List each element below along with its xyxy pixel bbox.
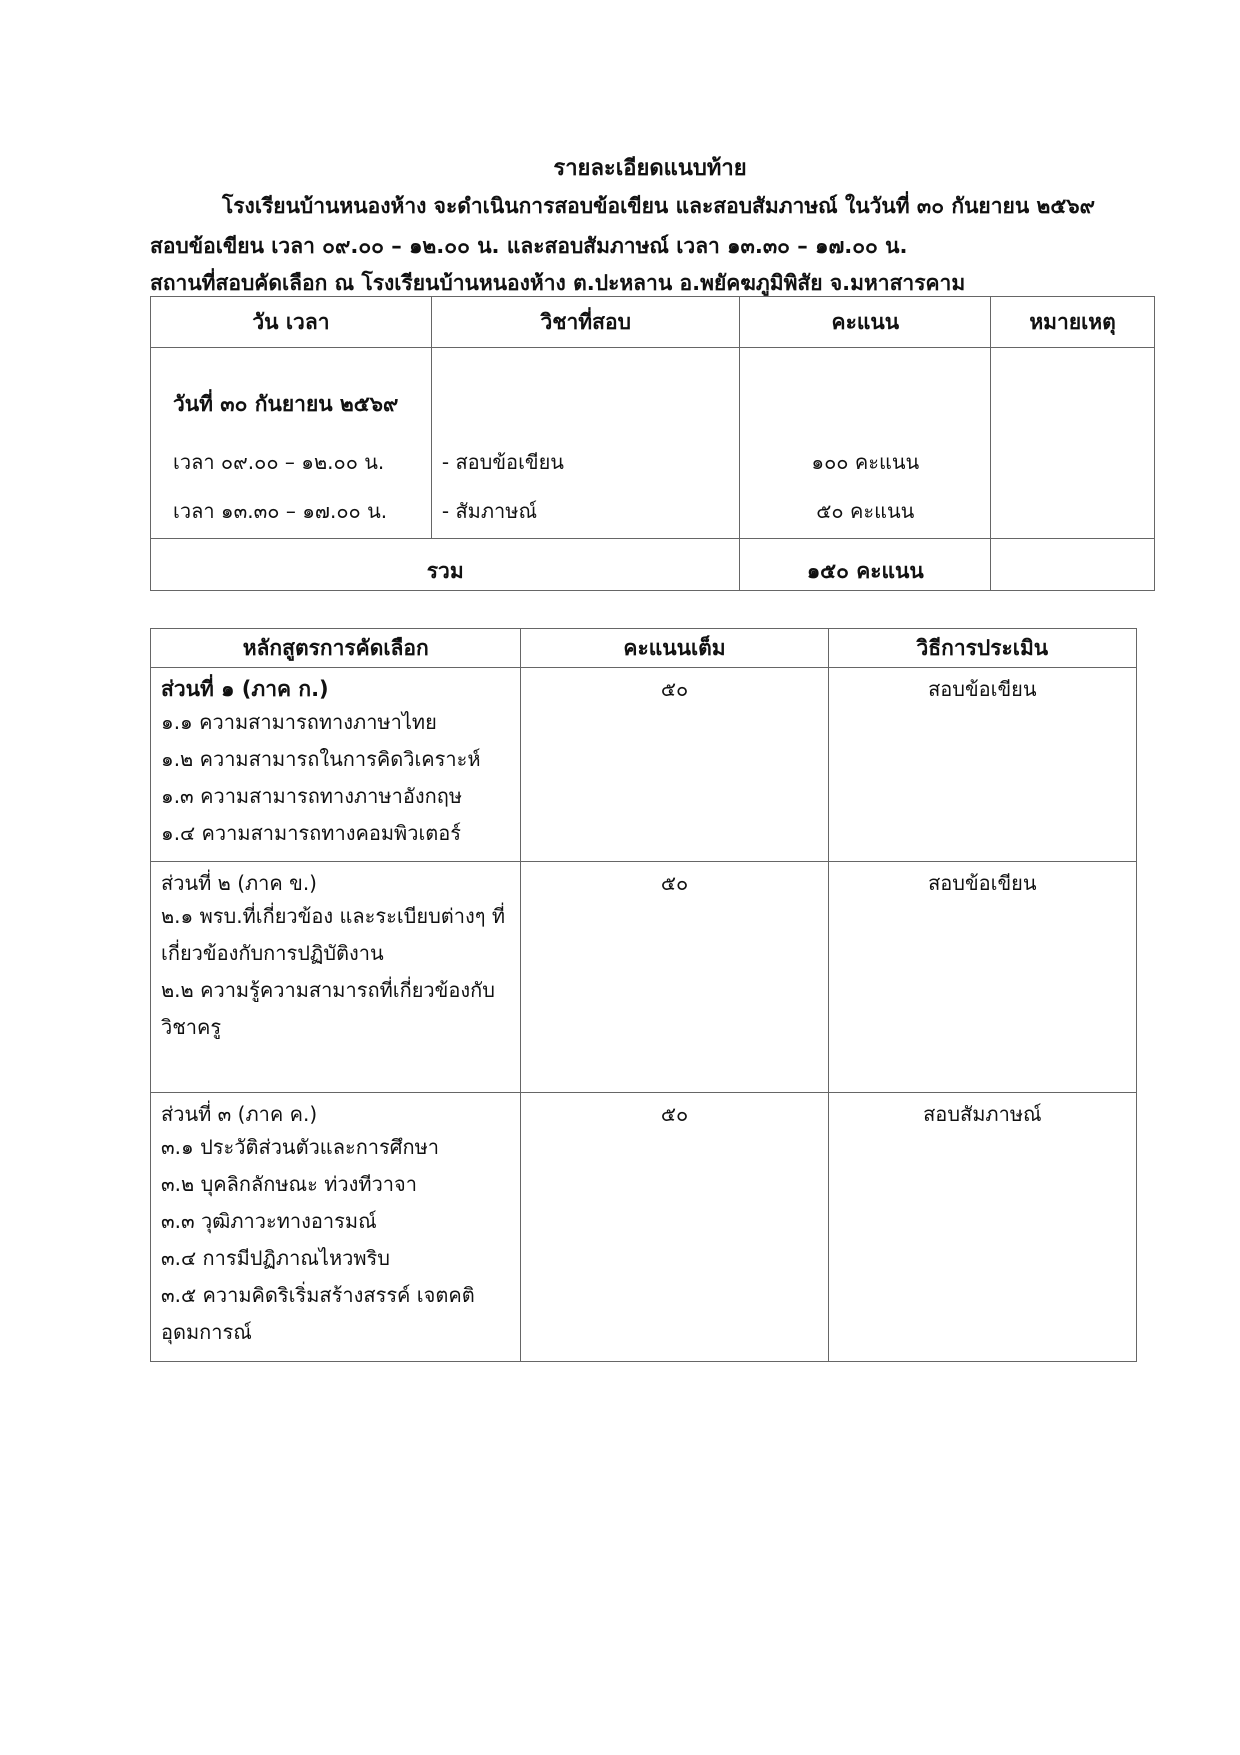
part-2-item: ๒.๒ ความรู้ความสามารถที่เกี่ยวข้องกับ วิชาครู — [161, 978, 495, 1039]
intro-line-2: สอบข้อเขียน เวลา ๐๙.๐๐ – ๑๒.๐๐ น. และสอบสัมภาษณ์ เวลา ๑๓.๓๐ – ๑๗.๐๐ น. — [150, 234, 908, 258]
subject-interview: - สัมภาษณ์ — [441, 499, 538, 523]
schedule-total-row — [151, 539, 1155, 591]
part-1-item: ๑.๑ ความสามารถทางภาษาไทย — [161, 710, 437, 734]
header-full-score: คะแนนเต็ม — [521, 629, 828, 668]
criteria-row-part-1 — [151, 668, 1137, 862]
part-3-score: ๕๐ — [521, 1093, 828, 1362]
intro-line-1: โรงเรียนบ้านหนองห้าง จะดำเนินการสอบข้อเขียน และสอบสัมภาษณ์ ในวันที่ ๓๐ กันยายน ๒๕๖๙ — [222, 194, 1095, 218]
datetime-cell — [151, 348, 432, 539]
exam-date: วันที่ ๓๐ กันยายน ๒๕๖๙ — [173, 392, 399, 416]
part-2-title: ส่วนที่ ๒ (ภาค ข.) — [161, 871, 317, 895]
part-1-score: ๕๐ — [521, 668, 828, 862]
part-3-method: สอบสัมภาษณ์ — [828, 1093, 1136, 1362]
part-1-item: ๑.๒ ความสามารถในการคิดวิเคราะห์ — [161, 747, 481, 771]
part-1-title: ส่วนที่ ๑ (ภาค ก.) — [161, 677, 329, 701]
time-written: เวลา ๐๙.๐๐ – ๑๒.๐๐ น. — [173, 450, 385, 474]
header-remark: หมายเหตุ — [991, 297, 1155, 348]
part-3-item: ๓.๑ ประวัติส่วนตัวและการศึกษา — [161, 1135, 439, 1159]
remark-cell — [991, 348, 1155, 539]
schedule-header-row — [151, 297, 1155, 348]
intro-line-3: สถานที่สอบคัดเลือก ณ โรงเรียนบ้านหนองห้าง ต.ปะหลาน อ.พยัคฆภูมิพิสัย จ.มหาสารคาม — [150, 271, 966, 295]
total-label: รวม — [151, 539, 740, 591]
header-curriculum: หลักสูตรการคัดเลือก — [151, 629, 521, 668]
part-3-title: ส่วนที่ ๓ (ภาค ค.) — [161, 1102, 318, 1126]
score-cell — [740, 348, 991, 539]
score-written: ๑๐๐ คะแนน — [811, 450, 920, 474]
part-3-item: ๓.๔ การมีปฏิภาณไหวพริบ — [161, 1246, 390, 1270]
part-1-cell — [151, 668, 521, 862]
header-datetime: วัน เวลา — [151, 297, 432, 348]
total-score: ๑๕๐ คะแนน — [740, 539, 991, 591]
criteria-row-part-3 — [151, 1093, 1137, 1362]
part-1-method: สอบข้อเขียน — [828, 668, 1136, 862]
subject-written: - สอบข้อเขียน — [441, 450, 564, 474]
part-1-item: ๑.๓ ความสามารถทางภาษาอังกฤษ — [161, 784, 462, 808]
schedule-table — [150, 296, 1155, 591]
part-3-item: ๓.๓ วุฒิภาวะทางอารมณ์ — [161, 1209, 377, 1233]
part-3-cell — [151, 1093, 521, 1362]
criteria-row-part-2 — [151, 862, 1137, 1093]
header-method: วิธีการประเมิน — [828, 629, 1136, 668]
criteria-table — [150, 628, 1137, 1362]
part-2-score: ๕๐ — [521, 862, 828, 1093]
part-3-item: ๓.๕ ความคิดริเริ่มสร้างสรรค์ เจตคติ อุดมการณ์ — [161, 1283, 475, 1344]
part-2-method: สอบข้อเขียน — [828, 862, 1136, 1093]
schedule-body-row — [151, 348, 1155, 539]
part-1-item: ๑.๔ ความสามารถทางคอมพิวเตอร์ — [161, 821, 462, 845]
part-2-cell — [151, 862, 521, 1093]
time-interview: เวลา ๑๓.๓๐ – ๑๗.๐๐ น. — [173, 499, 388, 523]
score-interview: ๕๐ คะแนน — [816, 499, 915, 523]
header-score: คะแนน — [740, 297, 991, 348]
total-remark-cell — [991, 539, 1155, 591]
header-subject: วิชาที่สอบ — [431, 297, 740, 348]
part-2-item: ๒.๑ พรบ.ที่เกี่ยวข้อง และระเบียบต่างๆ ที่เกี่ยวข้องกับการปฏิบัติงาน — [161, 904, 506, 965]
criteria-header-row — [151, 629, 1137, 668]
part-3-item: ๓.๒ บุคลิกลักษณะ ท่วงทีวาจา — [161, 1172, 417, 1196]
document-title: รายละเอียดแนบท้าย — [553, 156, 747, 181]
subject-cell — [431, 348, 740, 539]
